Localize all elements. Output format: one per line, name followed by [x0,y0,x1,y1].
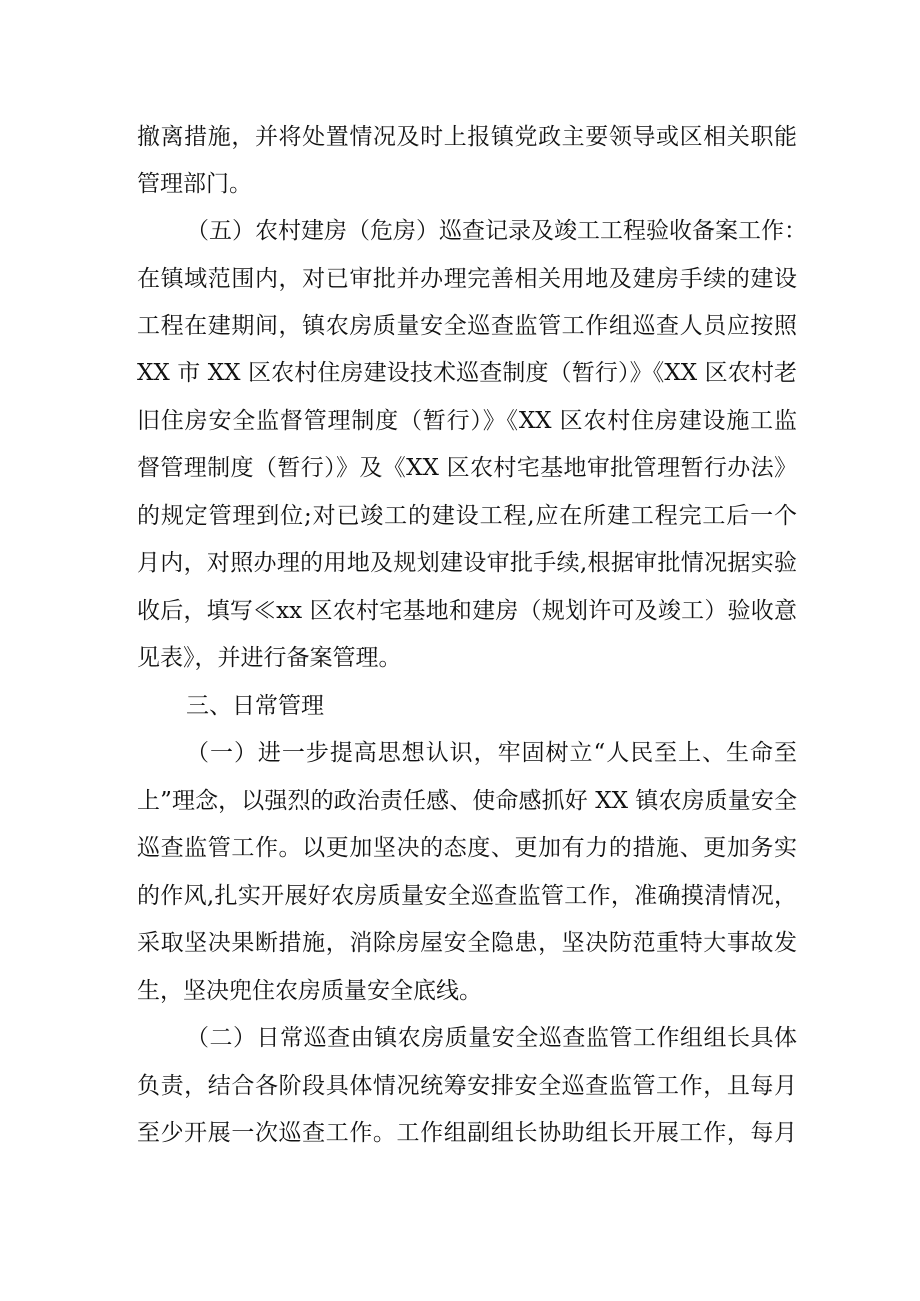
text-line: 负责，结合各阶段具体情况统筹安排安全巡查监管工作，且每月 [137,1073,797,1099]
text-line: 收后，填写≪xx 区农村宅基地和建房（规划许可及竣工）验收意 [137,598,797,624]
text-line: 月内，对照办理的用地及规划建设审批手续,根据审批情况据实验 [137,550,797,576]
text-line: 上”理念，以强烈的政治责任感、使命感抓好 XX 镇农房质量安全 [137,788,797,814]
text-line: 督管理制度（暂行）》及《XX 区农村宅基地审批管理暂行办法》 [137,455,797,481]
text-line: 在镇域范围内，对已审批并办理完善相关用地及建房手续的建设 [137,266,797,292]
section-heading-5: （五）农村建房（危房）巡查记录及竣工工程验收备案工作： [186,218,807,244]
text-line: 撤离措施，并将处置情况及时上报镇党政主要领导或区相关职能 [137,124,797,150]
paragraph-start-2: （二）日常巡查由镇农房质量安全巡查监管工作组组长具体 [186,1025,797,1051]
text-line: 工程在建期间，镇农房质量安全巡查监管工作组巡查人员应按照 [137,313,797,339]
paragraph-start-1: （一）进一步提高思想认识，牢固树立“人民至上、生命至 [186,740,797,766]
section-heading-3: 三、日常管理 [186,693,324,719]
text-line: XX 市 XX 区农村住房建设技术巡查制度（暂行）》《XX 区农村老 [137,360,797,386]
text-line: 的规定管理到位;对已竣工的建设工程,应在所建工程完工后一个 [137,503,797,529]
text-line: 见表》，并进行备案管理。 [137,645,402,671]
text-line: 旧住房安全监督管理制度（暂行）》《XX 区农村住房建设施工监 [137,408,797,434]
text-line: 管理部门。 [137,171,252,197]
text-line: 的作风,扎实开展好农房质量安全巡查监管工作，准确摸清情况， [137,883,797,909]
text-line: 生，坚决兜住农房质量安全底线。 [137,978,482,1004]
text-line: 至少开展一次巡查工作。工作组副组长协助组长开展工作，每月 [137,1120,797,1146]
text-line: 采取坚决果断措施，消除房屋安全隐患，坚决防范重特大事故发 [137,930,797,956]
text-line: 巡查监管工作。以更加坚决的态度、更加有力的措施、更加务实 [137,835,797,861]
